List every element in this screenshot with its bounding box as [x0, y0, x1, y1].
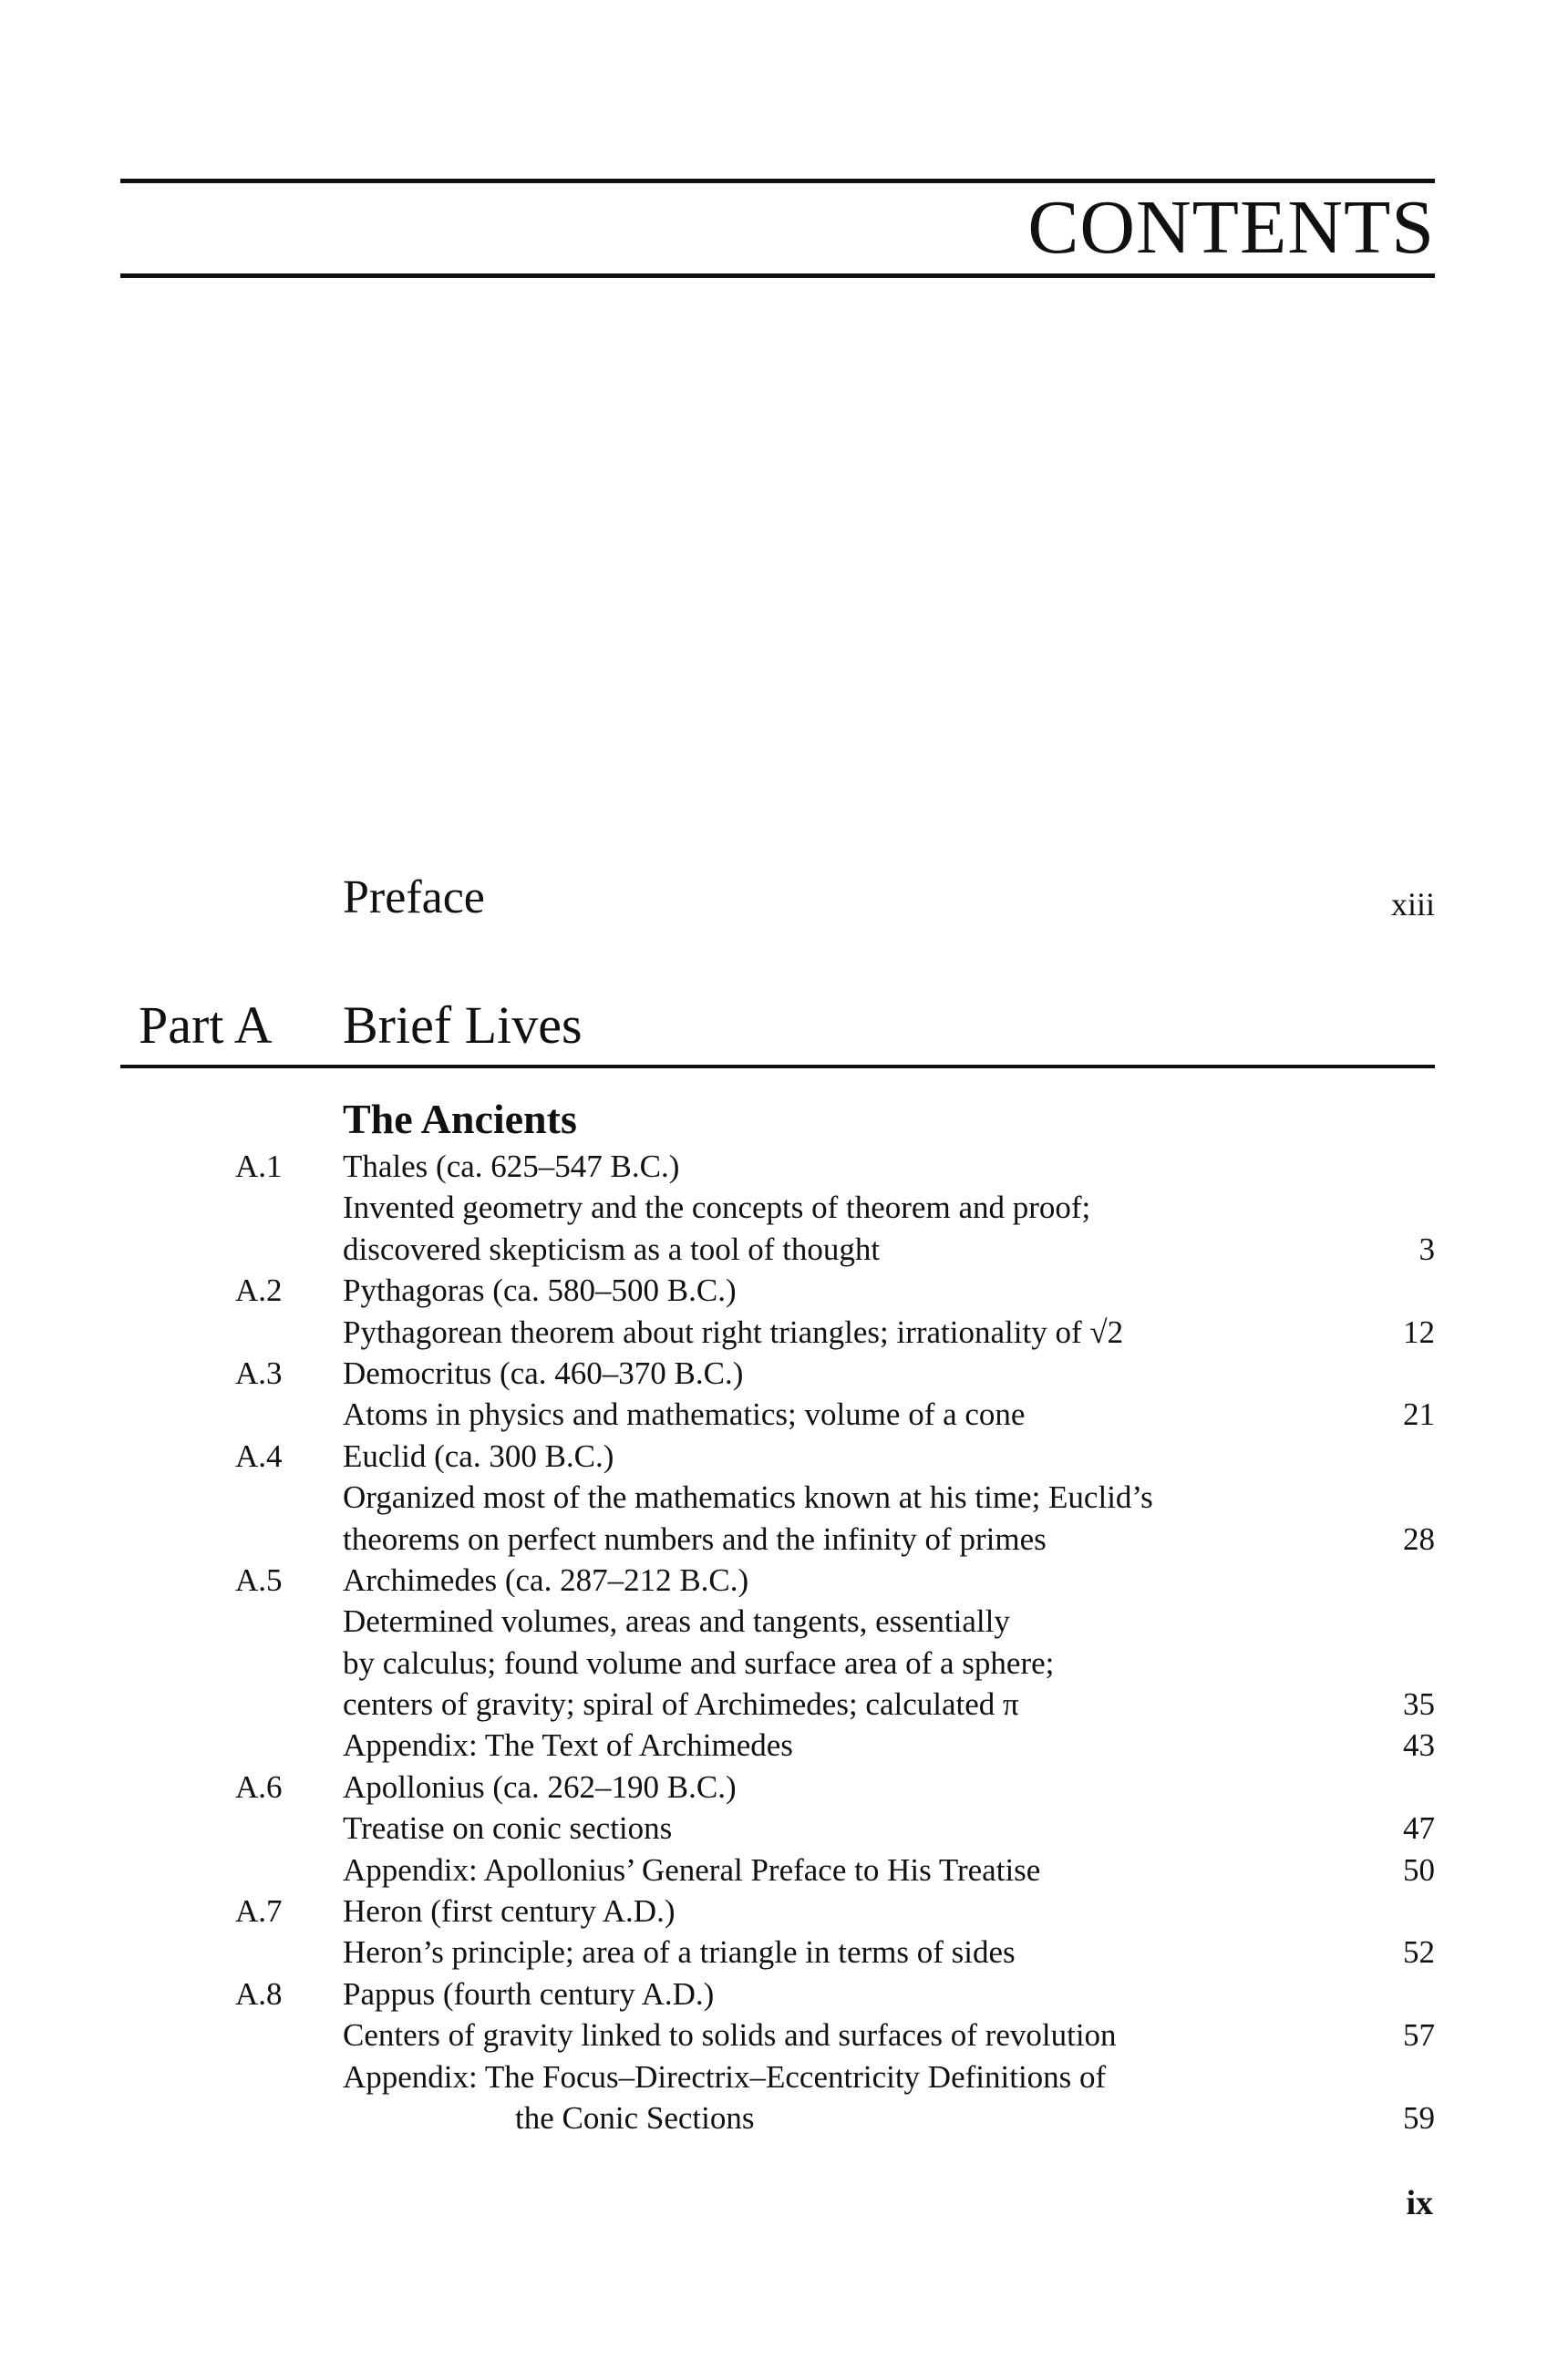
- toc-line: [0, 1477, 1568, 1518]
- toc-entry-text: Organized most of the mathematics known at his time; Euclid’s: [343, 1479, 1153, 1516]
- toc-line: [0, 1229, 1568, 1270]
- toc-entry-page-number: 50: [1403, 1851, 1435, 1888]
- toc-entry-text: Heron’s principle; area of a triangle in terms of sides: [343, 1934, 1016, 1971]
- toc-line: [0, 2014, 1568, 2056]
- toc-entry-text: Determined volumes, areas and tangents, essentially: [343, 1603, 1010, 1640]
- toc-entry-page-number: 57: [1403, 2017, 1435, 2054]
- toc-entry-text: Pythagorean theorem about right triangles; irrationality of √2: [343, 1314, 1124, 1350]
- toc-entry-text: theorems on perfect numbers and the infinity of primes: [343, 1520, 1047, 1557]
- toc-line: [0, 1270, 1568, 1311]
- toc-line: [0, 1353, 1568, 1394]
- toc-entry-text: Heron (first century A.D.): [343, 1893, 676, 1930]
- toc-entry-number: A.5: [235, 1561, 283, 1598]
- toc-entry-text: Democritus (ca. 460–370 B.C.): [343, 1355, 744, 1391]
- toc-line: [0, 1891, 1568, 1932]
- header-bottom-rule: [120, 273, 1435, 278]
- toc-entry-page-number: 3: [1418, 1231, 1435, 1267]
- toc-line: [0, 1560, 1568, 1601]
- toc-entry-page-number: 52: [1403, 1934, 1435, 1971]
- toc-entry-text: Centers of gravity linked to solids and surfaces of revolution: [343, 2017, 1117, 2054]
- toc-line: [0, 2056, 1568, 2097]
- toc-line: [0, 1684, 1568, 1725]
- toc-entry-text: Archimedes (ca. 287–212 B.C.): [343, 1561, 749, 1598]
- toc-line: [0, 1725, 1568, 1766]
- toc-entry-text: Thales (ca. 625–547 B.C.): [343, 1149, 680, 1184]
- toc-entry-page-number: 21: [1403, 1396, 1435, 1433]
- toc-entry-text: Appendix: The Focus–Directrix–Eccentricity Definitions of: [343, 2058, 1107, 2095]
- toc-entry-text: Pythagoras (ca. 580–500 B.C.): [343, 1273, 737, 1309]
- toc-line: [0, 1601, 1568, 1642]
- toc-list: [0, 1146, 1568, 2138]
- toc-entry-page-number: 35: [1403, 1686, 1435, 1723]
- preface-label: Preface: [343, 871, 485, 923]
- toc-line: [0, 1436, 1568, 1477]
- section-heading: The Ancients: [343, 1096, 577, 1142]
- toc-line: [0, 1146, 1568, 1187]
- header-top-rule: [120, 179, 1435, 183]
- toc-entry-number: A.2: [235, 1273, 283, 1309]
- toc-entry-text: by calculus; found volume and surface area of a sphere;: [343, 1644, 1055, 1681]
- toc-line: [0, 1643, 1568, 1684]
- toc-entry-text: Treatise on conic sections: [343, 1810, 673, 1847]
- toc-entry-page-number: 47: [1403, 1810, 1435, 1847]
- toc-entry-page-number: 12: [1403, 1314, 1435, 1350]
- toc-line: [0, 2097, 1568, 2138]
- toc-line: [0, 1808, 1568, 1849]
- toc-line: [0, 1394, 1568, 1435]
- toc-entry-page-number: 43: [1403, 1727, 1435, 1764]
- toc-entry-text: Apollonius (ca. 262–190 B.C.): [343, 1768, 737, 1805]
- toc-entry-number: A.7: [235, 1893, 283, 1930]
- part-rule: [120, 1065, 1435, 1068]
- toc-entry-number: A.3: [235, 1355, 283, 1391]
- toc-line: [0, 1519, 1568, 1560]
- toc-entry-number: A.1: [235, 1149, 283, 1184]
- toc-line: [0, 1973, 1568, 2014]
- preface-page-number: xiii: [1390, 886, 1435, 922]
- toc-entry-number: A.4: [235, 1437, 283, 1474]
- part-label: Part A: [139, 995, 273, 1055]
- page-folio: ix: [1406, 2184, 1433, 2222]
- toc-entry-text: discovered skepticism as a tool of thought: [343, 1231, 881, 1267]
- toc-entry-page-number: 28: [1403, 1520, 1435, 1557]
- toc-entry-text: Euclid (ca. 300 B.C.): [343, 1437, 614, 1474]
- toc-line: [0, 1767, 1568, 1808]
- toc-entry-page-number: 59: [1403, 2099, 1435, 2136]
- toc-entry-text: Atoms in physics and mathematics; volume of a cone: [343, 1396, 1026, 1433]
- toc-line: [0, 1187, 1568, 1228]
- toc-line: [0, 1312, 1568, 1353]
- toc-entry-text: Invented geometry and the concepts of theorem and proof;: [343, 1190, 1091, 1226]
- toc-entry-text: Appendix: Apollonius’ General Preface to His Treatise: [343, 1851, 1041, 1888]
- toc-entry-number: A.6: [235, 1768, 283, 1805]
- page-title: CONTENTS: [1027, 185, 1435, 270]
- toc-entry-number: A.8: [235, 1975, 283, 2012]
- toc-entry-text: the Conic Sections: [515, 2099, 755, 2136]
- toc-entry-text: Appendix: The Text of Archimedes: [343, 1727, 793, 1764]
- toc-entry-text: centers of gravity; spiral of Archimedes; calculated π: [343, 1686, 1019, 1723]
- toc-line: [0, 1850, 1568, 1891]
- toc-line: [0, 1932, 1568, 1973]
- part-title: Brief Lives: [343, 995, 583, 1055]
- toc-entry-text: Pappus (fourth century A.D.): [343, 1975, 715, 2012]
